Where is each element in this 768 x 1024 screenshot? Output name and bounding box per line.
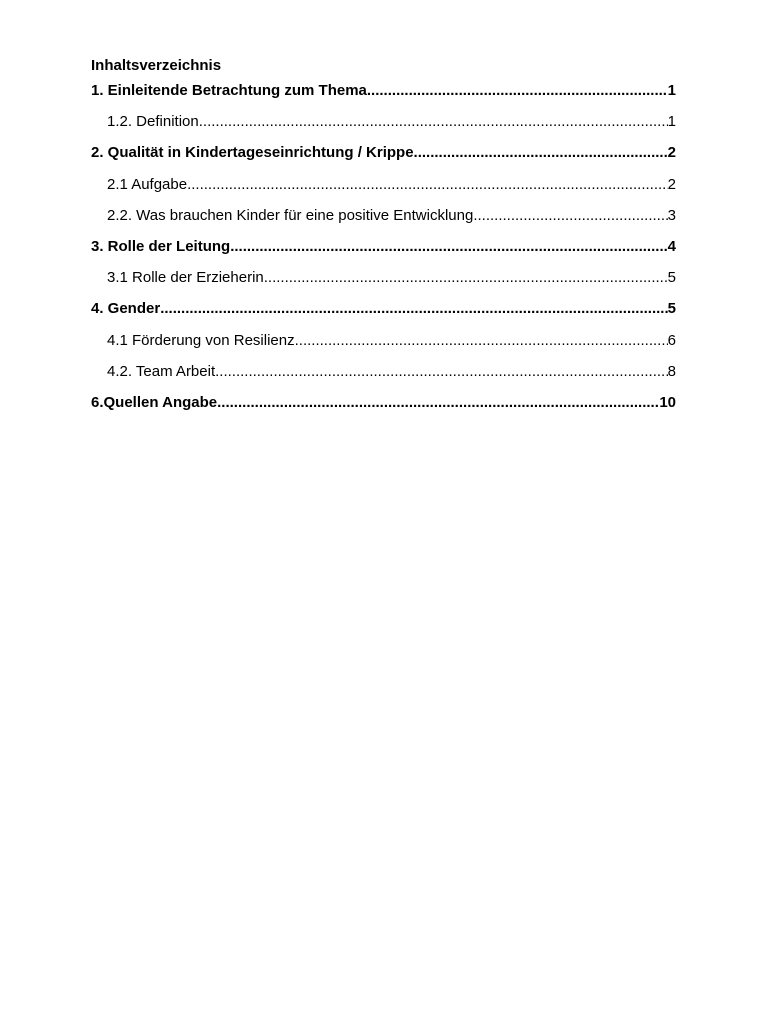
toc-title: Inhaltsverzeichnis: [91, 57, 222, 74]
toc-entry-label: 1.2. Definition: [107, 113, 199, 131]
toc-entry[interactable]: [91, 269, 676, 300]
toc-entry[interactable]: [91, 207, 676, 238]
toc-entry[interactable]: [91, 394, 676, 425]
toc-dot-leader: [160, 300, 667, 318]
toc-dot-leader: [264, 269, 668, 287]
toc-entry[interactable]: [91, 300, 676, 331]
toc-entry[interactable]: [91, 363, 676, 394]
toc-entry-label: 1. Einleitende Betrachtung zum Thema: [91, 82, 367, 99]
toc-entry-page: 2: [667, 144, 676, 162]
toc-dot-leader: [367, 82, 668, 100]
toc-list: [91, 82, 676, 425]
toc-dot-leader: [215, 363, 668, 381]
toc-entry-label: 3. Rolle der Leitung: [91, 237, 231, 255]
toc-entry-page: 8: [667, 362, 676, 380]
toc-entry[interactable]: [91, 144, 676, 175]
toc-entry[interactable]: [91, 113, 676, 144]
toc-dot-leader: [473, 207, 667, 225]
toc-entry-label: 2. Qualität in Kindertageseinrichtung / Krippe: [91, 144, 414, 162]
toc-dot-leader: [230, 238, 667, 256]
toc-dot-leader: [199, 113, 668, 131]
toc-dot-leader: [187, 176, 668, 194]
toc-entry-label: 2.1 Aufgabe: [107, 175, 188, 193]
toc-entry-page: 1: [667, 113, 676, 131]
toc-entry-label: 4.2. Team Arbeit: [107, 362, 216, 380]
toc-entry-label: 2.2. Was brauchen Kinder für eine positive Entwicklung: [107, 206, 474, 224]
toc-entry-label: 4.1 Förderung von Resilienz: [107, 331, 295, 349]
document-page: [91, 57, 676, 425]
toc-entry-label: 4. Gender: [91, 300, 161, 318]
toc-entry[interactable]: [91, 176, 676, 207]
toc-entry[interactable]: [91, 238, 676, 269]
toc-entry-label: 6.Quellen Angabe: [91, 393, 218, 411]
toc-dot-leader: [414, 144, 668, 162]
toc-entry-page: 1: [667, 82, 676, 99]
toc-entry-label: 3.1 Rolle der Erzieherin: [107, 269, 264, 287]
toc-entry[interactable]: [91, 82, 676, 113]
toc-dot-leader: [295, 332, 668, 350]
toc-entry-page: 6: [667, 331, 676, 349]
toc-entry-page: 2: [667, 175, 676, 193]
toc-entry-page: 5: [667, 300, 676, 318]
toc-entry-page: 3: [667, 206, 676, 224]
toc-entry[interactable]: [91, 332, 676, 363]
toc-entry-page: 4: [667, 237, 676, 255]
toc-entry-page: 10: [659, 393, 676, 411]
toc-dot-leader: [217, 394, 659, 412]
toc-entry-page: 5: [667, 269, 676, 287]
